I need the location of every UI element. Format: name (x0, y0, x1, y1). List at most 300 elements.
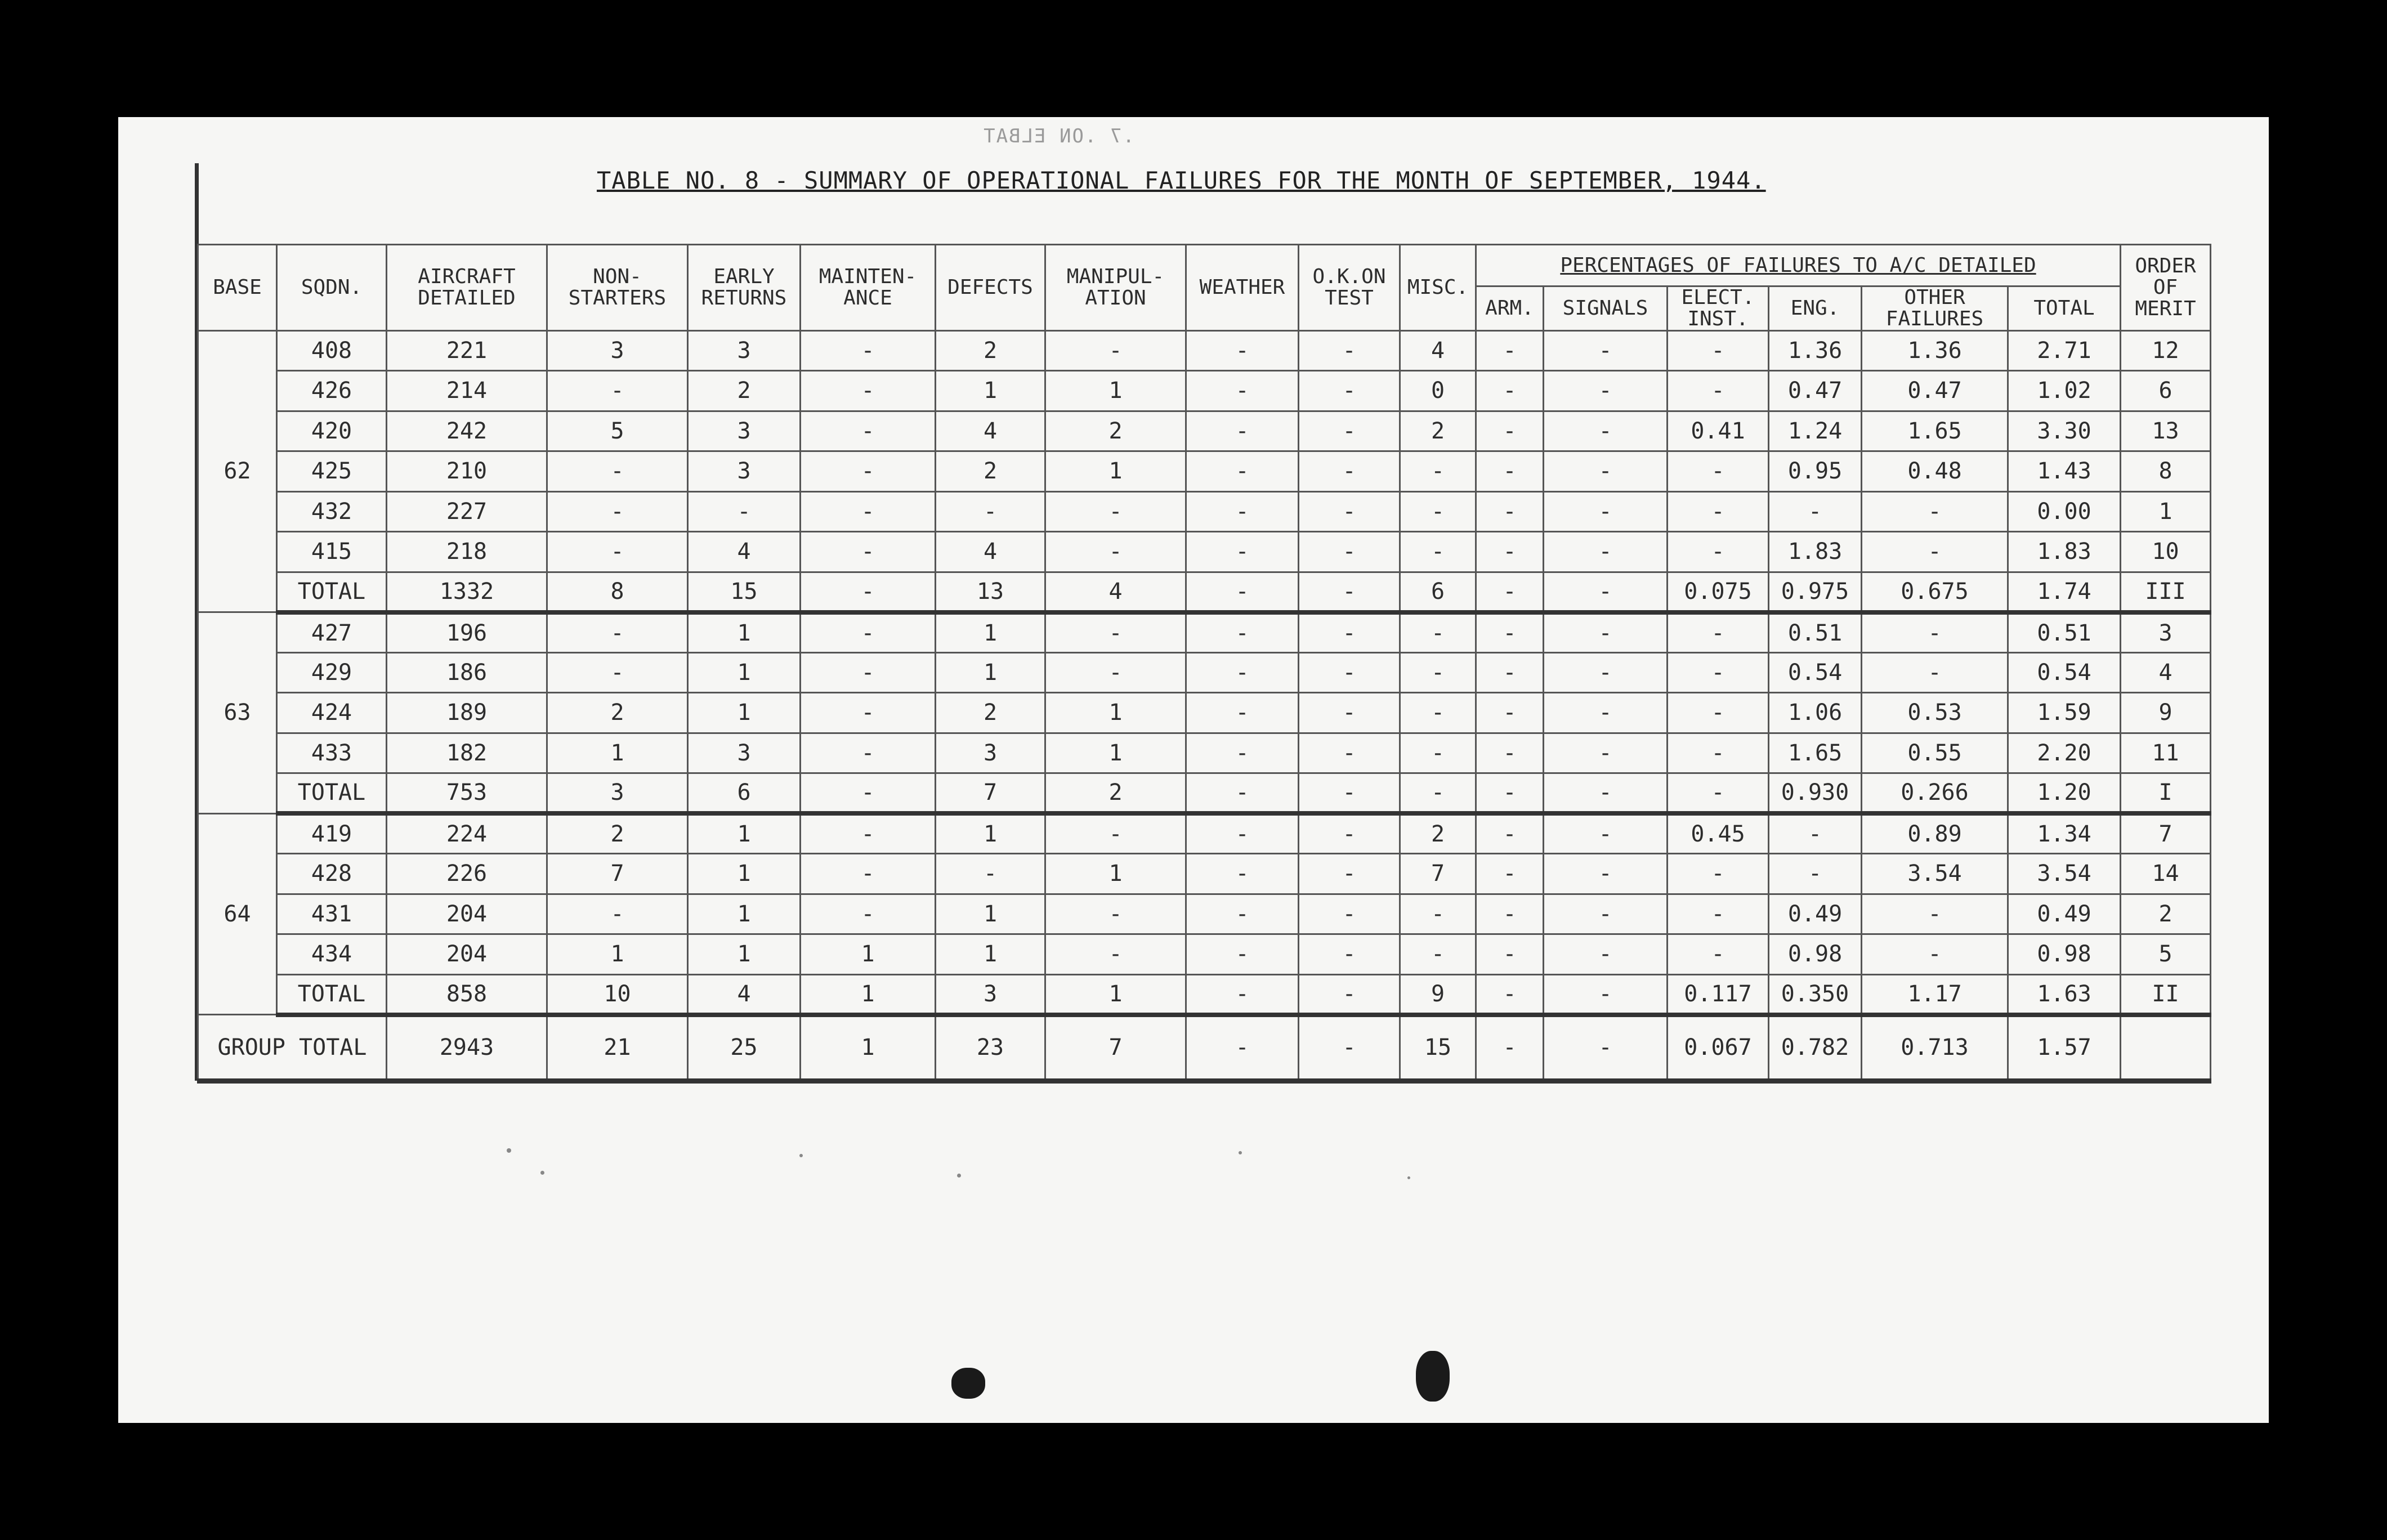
total-maintenance: 1 (801, 974, 936, 1015)
cell-eng: 1.83 (1769, 532, 1862, 572)
total-arm: - (1476, 572, 1544, 612)
cell-ok-on-test: - (1299, 693, 1400, 733)
total-elect-inst: - (1668, 773, 1769, 814)
group-total-row (198, 1015, 2211, 1081)
cell-signals: - (1544, 612, 1668, 653)
cell-defects: 1 (936, 371, 1045, 411)
cell-weather: - (1186, 733, 1299, 773)
header-signals: SIGNALS (1544, 286, 1668, 331)
header-arm: ARM. (1476, 286, 1544, 331)
header-percentages-group: PERCENTAGES OF FAILURES TO A/C DETAILED (1476, 245, 2121, 286)
cell-total-percent: 1.02 (2008, 371, 2121, 411)
cell-aircraft-detailed: 226 (387, 854, 547, 894)
cell-order-of-merit: 11 (2121, 733, 2211, 773)
cell-maintenance: - (801, 451, 936, 492)
cell-other-failures: 1.36 (1862, 330, 2008, 371)
cell-early-returns: 3 (688, 733, 801, 773)
cell-order-of-merit: 6 (2121, 371, 2211, 411)
cell-maintenance: - (801, 491, 936, 532)
group-total-order-of-merit (2121, 1015, 2211, 1081)
cell-elect-inst: - (1668, 894, 1769, 934)
cell-ok-on-test: - (1299, 411, 1400, 451)
cell-manipulation: - (1045, 330, 1186, 371)
cell-defects: 4 (936, 411, 1045, 451)
cell-other-failures: 0.55 (1862, 733, 2008, 773)
cell-ok-on-test: - (1299, 733, 1400, 773)
cell-non-starters: 2 (547, 693, 688, 733)
cell-elect-inst: - (1668, 652, 1769, 693)
cell-total-percent: 2.71 (2008, 330, 2121, 371)
total-arm: - (1476, 773, 1544, 814)
cell-defects: 1 (936, 934, 1045, 975)
cell-weather: - (1186, 371, 1299, 411)
cell-arm: - (1476, 491, 1544, 532)
cell-maintenance: - (801, 693, 936, 733)
cell-manipulation: - (1045, 612, 1186, 653)
cell-weather: - (1186, 813, 1299, 854)
cell-arm: - (1476, 371, 1544, 411)
cell-total-percent: 0.49 (2008, 894, 2121, 934)
base-total-row (198, 773, 2211, 814)
total-early-returns: 4 (688, 974, 801, 1015)
cell-eng: 0.98 (1769, 934, 1862, 975)
group-total-weather: - (1186, 1015, 1299, 1081)
cell-defects: 2 (936, 330, 1045, 371)
cell-arm: - (1476, 894, 1544, 934)
cell-signals: - (1544, 652, 1668, 693)
cell-weather: - (1186, 451, 1299, 492)
cell-elect-inst: - (1668, 612, 1769, 653)
total-total-percent: 1.20 (2008, 773, 2121, 814)
cell-other-failures: - (1862, 894, 2008, 934)
group-total-manipulation: 7 (1045, 1015, 1186, 1081)
cell-non-starters: - (547, 371, 688, 411)
group-total-label: GROUP TOTAL (198, 1015, 387, 1081)
cell-order-of-merit: 2 (2121, 894, 2211, 934)
cell-signals: - (1544, 894, 1668, 934)
total-total-percent: 1.63 (2008, 974, 2121, 1015)
cell-eng: - (1769, 854, 1862, 894)
cell-other-failures: 1.65 (1862, 411, 2008, 451)
cell-signals: - (1544, 411, 1668, 451)
total-signals: - (1544, 572, 1668, 612)
ink-blot (951, 1368, 985, 1399)
group-total-arm: - (1476, 1015, 1544, 1081)
cell-manipulation: 1 (1045, 733, 1186, 773)
total-total-percent: 1.74 (2008, 572, 2121, 612)
cell-signals: - (1544, 854, 1668, 894)
cell-ok-on-test: - (1299, 813, 1400, 854)
cell-order-of-merit: 3 (2121, 612, 2211, 653)
header-defects: DEFECTS (936, 245, 1045, 331)
total-weather: - (1186, 773, 1299, 814)
cell-ok-on-test: - (1299, 371, 1400, 411)
table-row (198, 693, 2211, 733)
cell-order-of-merit: 7 (2121, 813, 2211, 854)
cell-weather: - (1186, 330, 1299, 371)
cell-eng: 1.06 (1769, 693, 1862, 733)
cell-eng: 1.36 (1769, 330, 1862, 371)
cell-misc: 2 (1400, 411, 1476, 451)
header-maintenance: MAINTEN-ANCE (801, 245, 936, 331)
cell-total-percent: 3.54 (2008, 854, 2121, 894)
cell-eng: 1.24 (1769, 411, 1862, 451)
cell-other-failures: - (1862, 491, 2008, 532)
cell-defects: 1 (936, 813, 1045, 854)
cell-manipulation: 1 (1045, 371, 1186, 411)
cell-ok-on-test: - (1299, 894, 1400, 934)
cell-signals: - (1544, 733, 1668, 773)
cell-non-starters: - (547, 532, 688, 572)
cell-non-starters: - (547, 612, 688, 653)
total-eng: 0.350 (1769, 974, 1862, 1015)
cell-signals: - (1544, 813, 1668, 854)
total-weather: - (1186, 572, 1299, 612)
cell-maintenance: 1 (801, 934, 936, 975)
cell-total-percent: 1.43 (2008, 451, 2121, 492)
cell-arm: - (1476, 693, 1544, 733)
cell-other-failures: - (1862, 612, 2008, 653)
group-total-ok-on-test: - (1299, 1015, 1400, 1081)
total-maintenance: - (801, 572, 936, 612)
total-non-starters: 3 (547, 773, 688, 814)
cell-eng: 0.95 (1769, 451, 1862, 492)
cell-total-percent: 0.54 (2008, 652, 2121, 693)
total-non-starters: 8 (547, 572, 688, 612)
cell-maintenance: - (801, 411, 936, 451)
cell-misc: - (1400, 733, 1476, 773)
total-aircraft-detailed: 1332 (387, 572, 547, 612)
cell-eng: - (1769, 813, 1862, 854)
table-row (198, 813, 2211, 854)
cell-order-of-merit: 5 (2121, 934, 2211, 975)
group-total-signals: - (1544, 1015, 1668, 1081)
cell-defects: 1 (936, 894, 1045, 934)
cell-elect-inst: - (1668, 371, 1769, 411)
header-ok-on-test: O.K.ON TEST (1299, 245, 1400, 331)
cell-defects: 2 (936, 693, 1045, 733)
cell-other-failures: - (1862, 532, 2008, 572)
cell-total-percent: 1.59 (2008, 693, 2121, 733)
cell-early-returns: 1 (688, 813, 801, 854)
cell-manipulation: - (1045, 894, 1186, 934)
cell-arm: - (1476, 612, 1544, 653)
cell-elect-inst: - (1668, 733, 1769, 773)
total-ok-on-test: - (1299, 572, 1400, 612)
header-eng: ENG. (1769, 286, 1862, 331)
cell-elect-inst: - (1668, 693, 1769, 733)
cell-aircraft-detailed: 204 (387, 894, 547, 934)
cell-maintenance: - (801, 652, 936, 693)
cell-elect-inst: 0.45 (1668, 813, 1769, 854)
cell-early-returns: 1 (688, 854, 801, 894)
header-elect-inst: ELECT. INST. (1668, 286, 1769, 331)
cell-signals: - (1544, 693, 1668, 733)
table-row (198, 934, 2211, 975)
cell-early-returns: 1 (688, 894, 801, 934)
table-row (198, 612, 2211, 653)
cell-signals: - (1544, 451, 1668, 492)
cell-total-percent: 2.20 (2008, 733, 2121, 773)
total-order-of-merit: I (2121, 773, 2211, 814)
cell-signals: - (1544, 330, 1668, 371)
group-total-total-percent: 1.57 (2008, 1015, 2121, 1081)
cell-arm: - (1476, 934, 1544, 975)
print-speck (957, 1174, 961, 1178)
cell-early-returns: 4 (688, 532, 801, 572)
cell-misc: - (1400, 934, 1476, 975)
total-maintenance: - (801, 773, 936, 814)
cell-defects: 3 (936, 733, 1045, 773)
total-aircraft-detailed: 753 (387, 773, 547, 814)
table-row (198, 733, 2211, 773)
cell-maintenance: - (801, 532, 936, 572)
cell-sqdn: 433 (277, 733, 387, 773)
total-early-returns: 6 (688, 773, 801, 814)
cell-arm: - (1476, 451, 1544, 492)
cell-manipulation: 1 (1045, 854, 1186, 894)
total-order-of-merit: III (2121, 572, 2211, 612)
cell-aircraft-detailed: 189 (387, 693, 547, 733)
cell-order-of-merit: 12 (2121, 330, 2211, 371)
total-signals: - (1544, 974, 1668, 1015)
cell-eng: 0.51 (1769, 612, 1862, 653)
cell-weather: - (1186, 693, 1299, 733)
print-speck (1407, 1176, 1410, 1179)
total-sqdn: TOTAL (277, 773, 387, 814)
cell-other-failures: - (1862, 652, 2008, 693)
cell-order-of-merit: 9 (2121, 693, 2211, 733)
total-eng: 0.975 (1769, 572, 1862, 612)
total-defects: 7 (936, 773, 1045, 814)
cell-arm: - (1476, 411, 1544, 451)
cell-early-returns: 1 (688, 652, 801, 693)
cell-eng: 1.65 (1769, 733, 1862, 773)
cell-aircraft-detailed: 210 (387, 451, 547, 492)
total-other-failures: 0.675 (1862, 572, 2008, 612)
cell-non-starters: 5 (547, 411, 688, 451)
cell-manipulation: - (1045, 491, 1186, 532)
cell-elect-inst: 0.41 (1668, 411, 1769, 451)
print-speck (1239, 1151, 1242, 1154)
cell-sqdn: 408 (277, 330, 387, 371)
cell-aircraft-detailed: 196 (387, 612, 547, 653)
cell-eng: - (1769, 491, 1862, 532)
header-manipulation: MANIPUL-ATION (1045, 245, 1186, 331)
cell-weather: - (1186, 934, 1299, 975)
total-signals: - (1544, 773, 1668, 814)
cell-signals: - (1544, 532, 1668, 572)
total-arm: - (1476, 974, 1544, 1015)
header-aircraft-detailed: AIRCRAFT DETAILED (387, 245, 547, 331)
cell-ok-on-test: - (1299, 652, 1400, 693)
cell-arm: - (1476, 532, 1544, 572)
cell-arm: - (1476, 813, 1544, 854)
cell-non-starters: 2 (547, 813, 688, 854)
cell-order-of-merit: 14 (2121, 854, 2211, 894)
cell-elect-inst: - (1668, 532, 1769, 572)
total-manipulation: 1 (1045, 974, 1186, 1015)
total-manipulation: 2 (1045, 773, 1186, 814)
table-row (198, 411, 2211, 451)
base-cell: 62 (198, 330, 277, 612)
cell-manipulation: 2 (1045, 411, 1186, 451)
cell-weather: - (1186, 894, 1299, 934)
cell-aircraft-detailed: 218 (387, 532, 547, 572)
cell-misc: 2 (1400, 813, 1476, 854)
cell-maintenance: - (801, 854, 936, 894)
total-misc: - (1400, 773, 1476, 814)
print-speck (507, 1148, 511, 1153)
total-other-failures: 1.17 (1862, 974, 2008, 1015)
cell-eng: 0.54 (1769, 652, 1862, 693)
cell-order-of-merit: 1 (2121, 491, 2211, 532)
cell-elect-inst: - (1668, 491, 1769, 532)
total-non-starters: 10 (547, 974, 688, 1015)
cell-defects: - (936, 854, 1045, 894)
cell-ok-on-test: - (1299, 491, 1400, 532)
cell-signals: - (1544, 934, 1668, 975)
total-other-failures: 0.266 (1862, 773, 2008, 814)
cell-early-returns: 3 (688, 330, 801, 371)
cell-other-failures: 0.47 (1862, 371, 2008, 411)
cell-early-returns: 1 (688, 934, 801, 975)
cell-sqdn: 434 (277, 934, 387, 975)
cell-arm: - (1476, 652, 1544, 693)
cell-order-of-merit: 13 (2121, 411, 2211, 451)
header-non-starters: NON-STARTERS (547, 245, 688, 331)
cell-non-starters: 3 (547, 330, 688, 371)
cell-sqdn: 420 (277, 411, 387, 451)
cell-order-of-merit: 10 (2121, 532, 2211, 572)
cell-early-returns: 1 (688, 612, 801, 653)
cell-total-percent: 0.51 (2008, 612, 2121, 653)
group-total-aircraft-detailed: 2943 (387, 1015, 547, 1081)
cell-aircraft-detailed: 204 (387, 934, 547, 975)
total-order-of-merit: II (2121, 974, 2211, 1015)
cell-defects: - (936, 491, 1045, 532)
cell-manipulation: - (1045, 532, 1186, 572)
total-defects: 13 (936, 572, 1045, 612)
table-row (198, 491, 2211, 532)
group-total-elect-inst: 0.067 (1668, 1015, 1769, 1081)
cell-sqdn: 429 (277, 652, 387, 693)
header-sqdn: SQDN. (277, 245, 387, 331)
ink-blot (1416, 1351, 1450, 1402)
print-speck (540, 1171, 544, 1175)
cell-total-percent: 3.30 (2008, 411, 2121, 451)
cell-aircraft-detailed: 221 (387, 330, 547, 371)
cell-weather: - (1186, 491, 1299, 532)
cell-early-returns: 3 (688, 411, 801, 451)
cell-other-failures: 0.48 (1862, 451, 2008, 492)
cell-total-percent: 1.83 (2008, 532, 2121, 572)
cell-weather: - (1186, 532, 1299, 572)
total-sqdn: TOTAL (277, 974, 387, 1015)
cell-sqdn: 428 (277, 854, 387, 894)
cell-non-starters: 7 (547, 854, 688, 894)
cell-sqdn: 424 (277, 693, 387, 733)
base-cell: 63 (198, 612, 277, 814)
cell-elect-inst: - (1668, 451, 1769, 492)
cell-early-returns: 1 (688, 693, 801, 733)
cell-aircraft-detailed: 227 (387, 491, 547, 532)
base-total-row (198, 974, 2211, 1015)
cell-aircraft-detailed: 224 (387, 813, 547, 854)
cell-weather: - (1186, 612, 1299, 653)
total-defects: 3 (936, 974, 1045, 1015)
total-early-returns: 15 (688, 572, 801, 612)
cell-arm: - (1476, 854, 1544, 894)
base-total-row (198, 572, 2211, 612)
cell-eng: 0.49 (1769, 894, 1862, 934)
cell-aircraft-detailed: 242 (387, 411, 547, 451)
cell-defects: 1 (936, 652, 1045, 693)
total-elect-inst: 0.075 (1668, 572, 1769, 612)
cell-signals: - (1544, 491, 1668, 532)
cell-weather: - (1186, 652, 1299, 693)
cell-arm: - (1476, 330, 1544, 371)
cell-maintenance: - (801, 894, 936, 934)
total-misc: 6 (1400, 572, 1476, 612)
print-speck (799, 1154, 803, 1157)
group-total-non-starters: 21 (547, 1015, 688, 1081)
cell-ok-on-test: - (1299, 854, 1400, 894)
cell-aircraft-detailed: 182 (387, 733, 547, 773)
cell-total-percent: 0.00 (2008, 491, 2121, 532)
reverse-bleed-text: .7 .ON ELBAT (982, 125, 1134, 147)
cell-non-starters: - (547, 894, 688, 934)
header-total-percent: TOTAL (2008, 286, 2121, 331)
cell-elect-inst: - (1668, 934, 1769, 975)
table-row (198, 532, 2211, 572)
cell-eng: 0.47 (1769, 371, 1862, 411)
table-row (198, 854, 2211, 894)
total-weather: - (1186, 974, 1299, 1015)
cell-manipulation: 1 (1045, 451, 1186, 492)
cell-sqdn: 415 (277, 532, 387, 572)
cell-misc: - (1400, 612, 1476, 653)
cell-defects: 4 (936, 532, 1045, 572)
cell-aircraft-detailed: 214 (387, 371, 547, 411)
group-total-maintenance: 1 (801, 1015, 936, 1081)
cell-sqdn: 419 (277, 813, 387, 854)
cell-weather: - (1186, 854, 1299, 894)
cell-sqdn: 427 (277, 612, 387, 653)
cell-misc: 7 (1400, 854, 1476, 894)
cell-aircraft-detailed: 186 (387, 652, 547, 693)
group-total-early-returns: 25 (688, 1015, 801, 1081)
cell-order-of-merit: 4 (2121, 652, 2211, 693)
cell-order-of-merit: 8 (2121, 451, 2211, 492)
header-other-failures: OTHER FAILURES (1862, 286, 2008, 331)
header-weather: WEATHER (1186, 245, 1299, 331)
cell-misc: - (1400, 652, 1476, 693)
cell-other-failures: - (1862, 934, 2008, 975)
total-manipulation: 4 (1045, 572, 1186, 612)
table-row (198, 894, 2211, 934)
cell-non-starters: - (547, 451, 688, 492)
cell-maintenance: - (801, 813, 936, 854)
cell-sqdn: 426 (277, 371, 387, 411)
cell-elect-inst: - (1668, 854, 1769, 894)
cell-maintenance: - (801, 612, 936, 653)
cell-sqdn: 431 (277, 894, 387, 934)
header-misc: MISC. (1400, 245, 1476, 331)
cell-misc: 4 (1400, 330, 1476, 371)
cell-sqdn: 432 (277, 491, 387, 532)
cell-misc: - (1400, 532, 1476, 572)
